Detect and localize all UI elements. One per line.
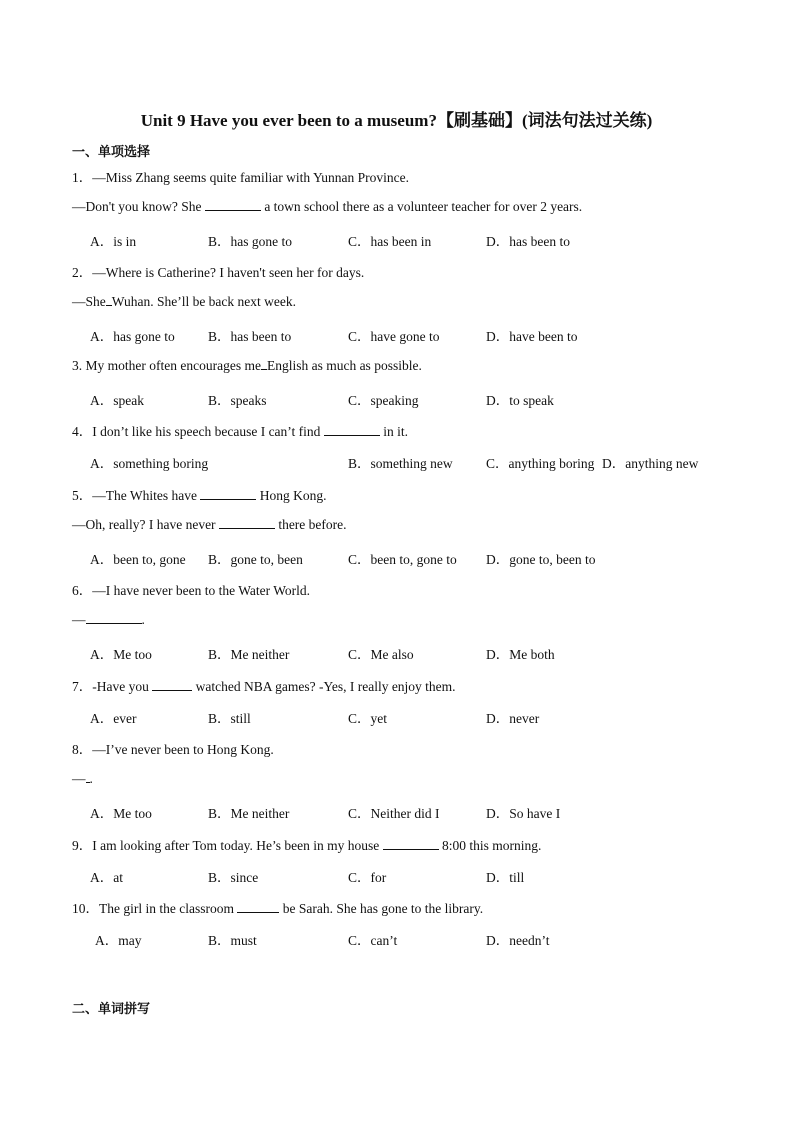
section-heading-multiple-choice: 一、单项选择 — [72, 145, 151, 160]
question-2-option-c[interactable]: C．have gone to — [348, 329, 440, 344]
answer-blank — [219, 516, 275, 529]
question-9-line-1: 9．I am looking after Tom today. He’s been in my house 8:00 this morning. — [72, 838, 542, 853]
question-4-option-d[interactable]: D．anything new — [602, 456, 699, 471]
question-3-option-d[interactable]: D．to speak — [486, 393, 554, 408]
question-3-option-a[interactable]: A．speak — [90, 393, 144, 408]
answer-blank — [152, 678, 192, 691]
question-8-option-b[interactable]: B．Me neither — [208, 806, 290, 821]
question-7-line-1: 7．-Have you watched NBA games? -Yes, I really enjoy them. — [72, 679, 456, 694]
question-5-option-a[interactable]: A．been to, gone — [90, 552, 186, 567]
question-4-option-c[interactable]: C．anything boring — [486, 456, 595, 471]
question-5-option-c[interactable]: C．been to, gone to — [348, 552, 457, 567]
question-8-option-c[interactable]: C．Neither did I — [348, 806, 440, 821]
section-heading-word-spelling: 二、单词拼写 — [72, 1002, 151, 1017]
question-2-option-b[interactable]: B．has been to — [208, 329, 292, 344]
question-5-line-1: 5．—The Whites have Hong Kong. — [72, 488, 327, 503]
question-6-option-b[interactable]: B．Me neither — [208, 647, 290, 662]
question-1-option-c[interactable]: C．has been in — [348, 234, 432, 249]
question-6-option-a[interactable]: A．Me too — [90, 647, 152, 662]
question-8-option-a[interactable]: A．Me too — [90, 806, 152, 821]
answer-blank — [205, 198, 261, 211]
question-6-option-d[interactable]: D．Me both — [486, 647, 555, 662]
question-1-line-1: 1．—Miss Zhang seems quite familiar with Yunnan Province. — [72, 170, 409, 185]
question-6-option-c[interactable]: C．Me also — [348, 647, 414, 662]
question-7-option-c[interactable]: C．yet — [348, 711, 387, 726]
question-4-option-a[interactable]: A．something boring — [90, 456, 209, 471]
question-8-option-d[interactable]: D．So have I — [486, 806, 561, 821]
answer-blank — [324, 423, 380, 436]
question-2-line-1: 2．—Where is Catherine? I haven't seen her for days. — [72, 265, 365, 280]
question-7-option-d[interactable]: D．never — [486, 711, 540, 726]
question-10-option-c[interactable]: C．can’t — [348, 933, 398, 948]
question-9-option-c[interactable]: C．for — [348, 870, 387, 885]
question-1-option-d[interactable]: D．has been to — [486, 234, 570, 249]
question-3-option-c[interactable]: C．speaking — [348, 393, 419, 408]
question-2-option-d[interactable]: D．have been to — [486, 329, 578, 344]
question-3-line-1: 3. My mother often encourages me English as much as possible. — [72, 358, 422, 373]
answer-blank — [86, 611, 142, 624]
question-9-option-d[interactable]: D．till — [486, 870, 525, 885]
question-9-option-a[interactable]: A．at — [90, 870, 123, 885]
question-1-option-b[interactable]: B．has gone to — [208, 234, 292, 249]
question-4-option-b[interactable]: B．something new — [348, 456, 453, 471]
answer-blank — [200, 487, 256, 500]
question-4-line-1: 4．I don’t like his speech because I can’t find in it. — [72, 424, 408, 439]
question-3-option-b[interactable]: B．speaks — [208, 393, 267, 408]
question-5-line-2: —Oh, really? I have never there before. — [72, 517, 347, 532]
question-6-line-1: 6．—I have never been to the Water World. — [72, 583, 310, 598]
page-title: Unit 9 Have you ever been to a museum?【刷基础】(词法句法过关练) — [140, 111, 653, 130]
question-9-option-b[interactable]: B．since — [208, 870, 259, 885]
question-10-option-d[interactable]: D．needn’t — [486, 933, 550, 948]
question-5-option-b[interactable]: B．gone to, been — [208, 552, 303, 567]
question-8-line-1: 8．—I’ve never been to Hong Kong. — [72, 742, 274, 757]
question-8-line-2: — . — [72, 771, 93, 786]
question-10-option-b[interactable]: B．must — [208, 933, 257, 948]
question-2-option-a[interactable]: A．has gone to — [90, 329, 175, 344]
question-5-option-d[interactable]: D．gone to, been to — [486, 552, 596, 567]
question-1-line-2: —Don't you know? She a town school there as a volunteer teacher for over 2 years. — [72, 199, 583, 214]
question-10-line-1: 10．The girl in the classroom be Sarah. She has gone to the library. — [72, 901, 484, 916]
question-7-option-a[interactable]: A．ever — [90, 711, 137, 726]
question-6-line-2: — . — [72, 612, 145, 627]
question-1-option-a[interactable]: A．is in — [90, 234, 137, 249]
question-2-line-2: —She Wuhan. She’ll be back next week. — [72, 294, 297, 309]
answer-blank — [237, 900, 279, 913]
answer-blank — [383, 837, 439, 850]
question-10-option-a[interactable]: A．may — [95, 933, 142, 948]
question-7-option-b[interactable]: B．still — [208, 711, 251, 726]
